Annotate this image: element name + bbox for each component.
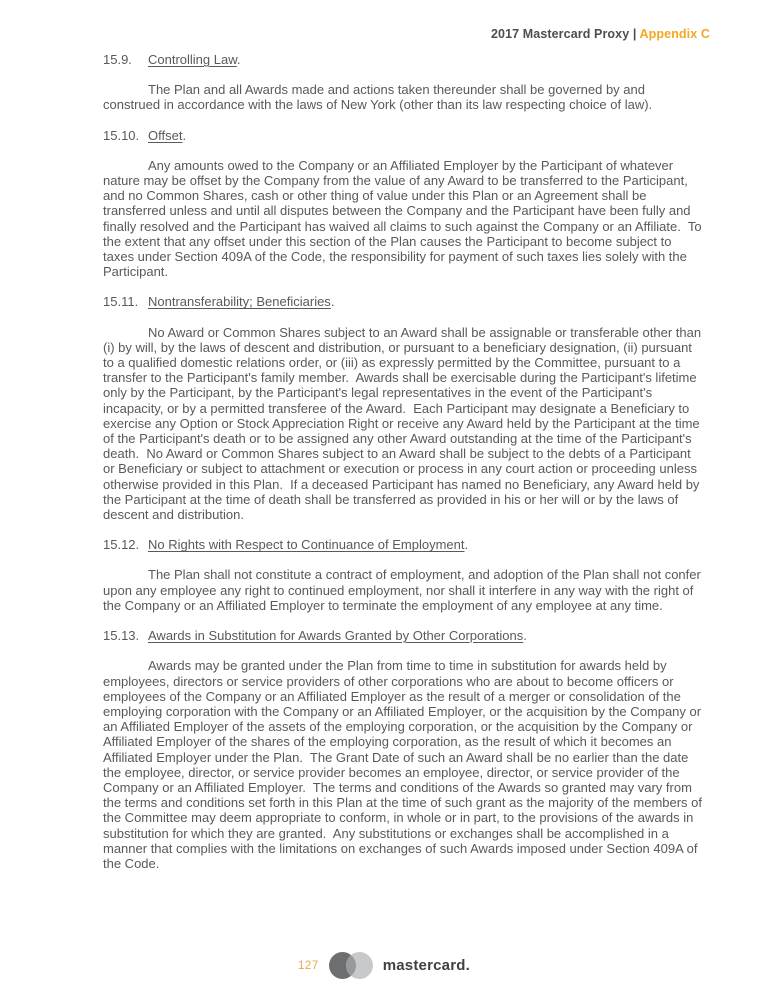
mastercard-logo-icon: [328, 951, 374, 980]
section-number: 15.10.: [103, 127, 140, 143]
section-heading-15-10: [103, 128, 704, 143]
section-paragraph: Awards may be granted under the Plan from time to time in substitution for awards held by employees, directors or service providers of other corporations who are about to become officers or employees of the Company or an Affiliated Employer as the result of a merger or consolidation of the employing corporation with the Company or an Affiliated Employer, or the acquisition by the Company or an Affiliated Employer of the assets of the employing corporation, or the acquisition by the Company or Affiliated Employer of the shares of the employing corporation, as the result of which it becomes an Affiliated Employer under the Plan. The Grant Date of such an Award shall be no earlier than the date the employee, director, or service provider becomes an employee, director, or service provider of the Company or an Affiliated Employer. The terms and conditions of the Awards so granted may vary from the terms and conditions set forth in this Plan at the time of such grant as the majority of the members of the Committee may deem appropriate to conform, in whole or in part, to the provisions of the awards in substitution for which they are granted. Any substitutions or exchanges shall be accomplished in a manner that complies with the limitations on exchanges of such Awards imposed under Section 409A of the Code.: [103, 658, 706, 871]
page-number: 127: [298, 959, 319, 972]
section-title-period: .: [464, 537, 469, 553]
section-number: 15.13.: [103, 628, 140, 644]
section-number: 15.9.: [103, 52, 132, 67]
section-heading-15-13: [103, 628, 704, 643]
section-title: Awards in Substitution for Awards Granted by Other Corporations: [148, 628, 524, 644]
document-body: [103, 52, 704, 886]
header-title: 2017 Mastercard Proxy |: [490, 27, 640, 41]
section-heading-15-9: [103, 52, 704, 67]
section-title-period: .: [523, 628, 527, 644]
section-paragraph: The Plan shall not constitute a contract of employment, and adoption of the Plan shall not confer upon any employee any right to continued employment, nor shall it interfere in any way with the right of the Company or an Affiliated Employer to terminate the employment of any employee at any time.: [103, 567, 705, 613]
section-heading-15-12: [103, 537, 704, 552]
section-title-period: .: [236, 52, 241, 67]
section-title-period: .: [182, 127, 187, 143]
section-number: 15.11.: [103, 294, 139, 310]
section-number: 15.12.: [103, 537, 140, 553]
section-paragraph: Any amounts owed to the Company or an Affiliated Employer by the Participant of whatever nature may be offset by the Company from the value of any Award to be transferred to the Participant, and no Common Shares, cash or other thing of value under this Plan or an Agreement shall be transferred unless and until all disputes between the Company and the Participant have been fully and finally resolved and the Participant has waived all claims to such against the Company or an Affiliate. To the extent that any offset under this section of the Plan causes the Participant to become subject to taxes under Section 409A of the Code, the responsibility for payment of such taxes lies solely with the Participant.: [103, 157, 706, 280]
section-title: No Rights with Respect to Continuance of Employment: [148, 537, 465, 553]
section-heading-15-11: [103, 294, 704, 309]
header-appendix-label: Appendix C: [639, 27, 710, 41]
section-paragraph: No Award or Common Shares subject to an Award shall be assignable or transferable other than (i) by will, by the laws of descent and distribution, or pursuant to a beneficiary designation, (ii) pursuant to a qualified domestic relations order, or (iii) as expressly permitted by the Committee, pursuant to a transfer to the Participant's family member. Awards shall be exercisable during the Participant's lifetime only by the Participant, by the Participant's legal representatives in the event of the Participant's incapacity, or by a permitted transferee of the Award. Each Participant may designate a Beneficiary to exercise any Option or Stock Appreciation Right or receive any Award held by the Participant at the time of the Participant's death or to be assigned any other Award outstanding at the time of the Participant's death. No Award or Common Shares subject to an Award shall be subject to the debts of a Participant or Beneficiary or subject to attachment or execution or process in any court action or proceeding unless otherwise provided in this Plan. If a deceased Participant has named no Beneficiary, any Award held by the Participant at the time of death shall be transferred as provided in his or her will or by the laws of descent and distribution.: [103, 324, 705, 523]
section-title: Controlling Law: [148, 52, 237, 67]
page-footer: [0, 951, 768, 980]
page-header: [491, 27, 710, 41]
section-title-period: .: [330, 294, 335, 310]
section-title: Nontransferability; Beneficiaries: [148, 294, 331, 310]
section-title: Offset: [148, 127, 183, 143]
section-paragraph: The Plan and all Awards made and actions taken thereunder shall be governed by and construed in accordance with the laws of New York (other than its law respecting choice of law).: [103, 82, 653, 113]
mastercard-wordmark: mastercard.: [382, 957, 470, 974]
